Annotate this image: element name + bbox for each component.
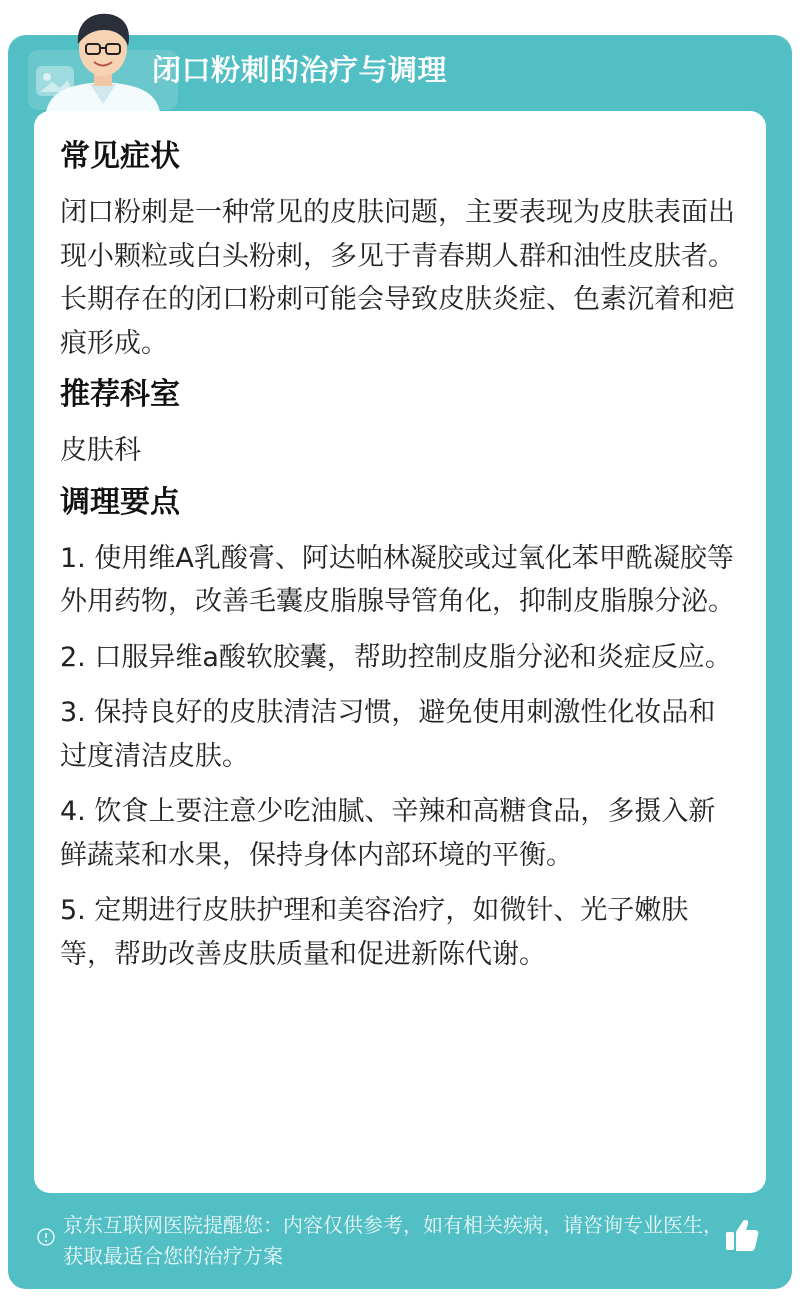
content-body — [60, 133, 740, 988]
list-item: 4. 饮食上要注意少吃油腻、辛辣和高糖食品，多摄入新鲜蔬菜和水果，保持身体内部环境的平衡。 — [60, 796, 716, 871]
page-title: 闭口粉刺的治疗与调理 — [152, 53, 448, 87]
section-symptoms — [60, 137, 740, 365]
thumbs-up-icon[interactable] — [724, 1218, 760, 1252]
info-icon — [36, 1227, 56, 1247]
section-care-points — [60, 483, 740, 977]
list-item: 3. 保持良好的皮肤清洁习惯，避免使用刺激性化妆品和过度清洁皮肤。 — [60, 697, 716, 772]
section-title: 推荐科室 — [60, 377, 180, 412]
content-card — [34, 111, 766, 1193]
list-item: 2. 口服异维a酸软胶囊，帮助控制皮脂分泌和炎症反应。 — [60, 641, 732, 673]
section-text: 皮肤科 — [60, 435, 141, 466]
disclaimer-text: 京东互联网医院提醒您：内容仅供参考，如有相关疾病，请咨询专业医生，获取最适合您的治疗方案 — [63, 1213, 723, 1268]
list-item: 1. 使用维A乳酸膏、阿达帕林凝胶或过氧化苯甲酰凝胶等外用药物，改善毛囊皮脂腺导管角化，抑制皮脂腺分泌。 — [60, 542, 735, 617]
section-title: 调理要点 — [60, 484, 180, 520]
section-text: 闭口粉刺是一种常见的皮肤问题，主要表现为皮肤表面出现小颗粒或白头粉刺，多见于青春期人群和油性皮肤者。长期存在的闭口粉刺可能会导致皮肤炎症、色素沉着和疤痕形成。 — [60, 197, 735, 359]
section-department — [60, 375, 740, 473]
section-title: 常见症状 — [60, 139, 180, 174]
list-item: 5. 定期进行皮肤护理和美容治疗，如微针、光子嫩肤等，帮助改善皮肤质量和促进新陈代谢。 — [60, 895, 689, 970]
